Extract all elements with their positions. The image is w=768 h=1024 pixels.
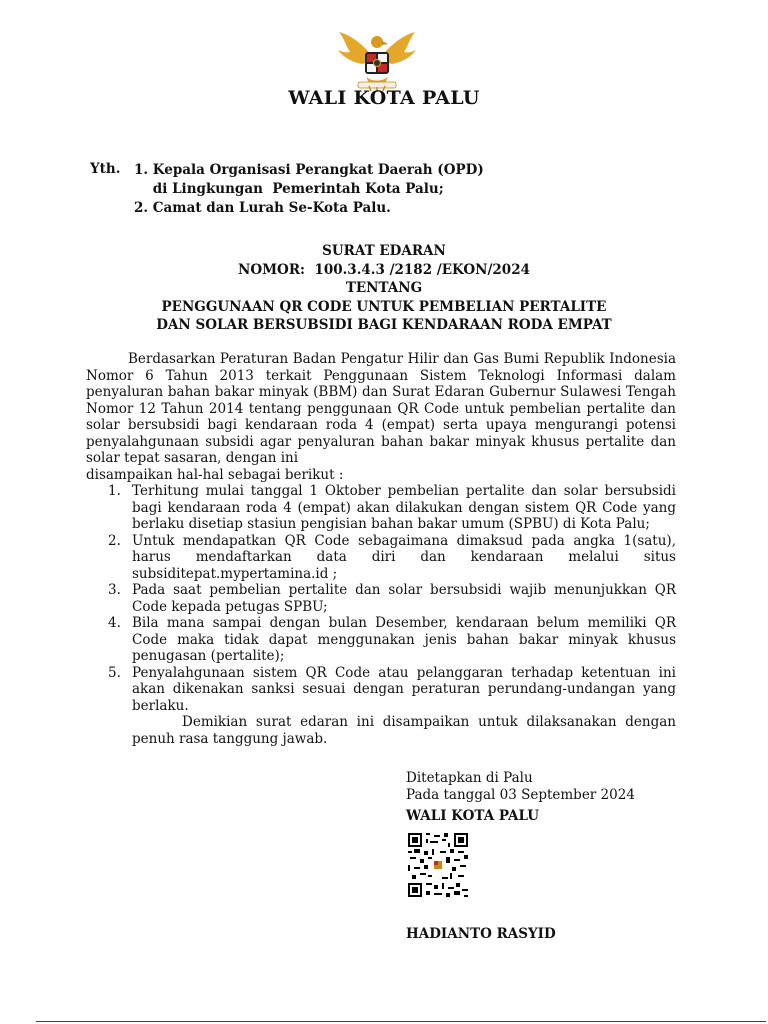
signing-date: Pada tanggal 03 September 2024 — [406, 787, 635, 803]
item-number: 3. — [108, 582, 121, 598]
recipient-label: Yth. — [90, 161, 121, 177]
recipient-line: di Lingkungan Pemerintah Kota Palu; — [134, 181, 444, 197]
signatory-name: HADIANTO RASYID — [406, 926, 556, 942]
recipient-line: 2. Camat dan Lurah Se-Kota Palu. — [134, 200, 391, 216]
item-text: Penyalahgunaan sistem QR Code atau pelanggaran terhadap ketentuan ini akan dikenakan sanksi sesuai dengan peraturan perundang-undangan yang berlaku. — [132, 664, 676, 714]
list-item — [86, 533, 676, 583]
signatory-title: WALI KOTA PALU — [406, 808, 540, 824]
list-item — [86, 483, 676, 533]
item-text: Untuk mendapatkan QR Code sebagaimana dimaksud pada angka 1(satu), harus mendaftarkan data diri dan kendaraan melalui situs subsiditepat.mypertamina.id ; — [132, 532, 676, 582]
document-type: SURAT EDARAN — [322, 243, 446, 259]
lead-in-text: disampaikan hal-hal sebagai berikut : — [86, 466, 344, 483]
instruction-list — [86, 483, 676, 714]
list-item — [86, 582, 676, 615]
subject-line: DAN SOLAR BERSUBSIDI BAGI KENDARAAN RODA EMPAT — [156, 317, 612, 333]
about-label: TENTANG — [345, 280, 423, 296]
letter-heading — [0, 242, 768, 335]
item-number: 4. — [108, 615, 121, 631]
signing-place: Ditetapkan di Palu — [406, 770, 533, 786]
letter-body — [86, 351, 676, 747]
page-divider — [36, 1021, 766, 1022]
garuda-emblem-icon — [336, 26, 418, 92]
closing-paragraph: Demikian surat edaran ini disampaikan untuk dilaksanakan dengan penuh rasa tanggung jawab. — [132, 714, 676, 747]
qr-code-icon — [408, 833, 468, 897]
intro-paragraph: Berdasarkan Peraturan Badan Pengatur Hilir dan Gas Bumi Republik Indonesia Nomor 6 Tahun 2013 terkait Penggunaan Sistem Teknologi Informasi dalam penyaluran bahan bakar minyak (BBM) dan Surat Edaran Gubernur Sulawesi Tengah Nomor 12 Tahun 2014 tentang penggunaan QR Code untuk pembelian pertalite dan solar bersubsidi bagi kendaraan roda 4 (empat) serta upaya mengurangi potensi penyalahgunaan subsidi agar penyaluran bahan bakar minyak khusus pertalite dan solar tepat sasaran, dengan ini — [86, 351, 676, 466]
item-number: 2. — [108, 532, 121, 549]
item-number: 1. — [108, 483, 121, 499]
item-text: Pada saat pembelian pertalite dan solar bersubsidi wajib menunjukkan QR Code kepada petugas SPBU; — [132, 582, 676, 615]
recipient-line: 1. Kepala Organisasi Perangkat Daerah (OPD) — [134, 162, 484, 178]
list-item — [86, 665, 676, 715]
item-text: Terhitung mulai tanggal 1 Oktober pembelian pertalite dan solar bersubsidi bagi kendaraan roda 4 (empat) akan dilakukan dengan sistem QR Code yang berlaku disetiap stasiun pengisian bahan bakar umum (SPBU) di Kota Palu; — [132, 483, 676, 532]
subject-line: PENGGUNAAN QR CODE UNTUK PEMBELIAN PERTALITE — [161, 298, 607, 315]
signature-block — [406, 770, 635, 804]
item-text: Bila mana sampai dengan bulan Desember, kendaraan belum memiliki QR Code maka tidak dapat menggunakan jenis bahan bakar minyak khusus penugasan (pertalite); — [132, 615, 676, 664]
recipient-list — [134, 161, 484, 218]
item-number: 5. — [108, 664, 121, 681]
document-number: NOMOR: 100.3.4.3 /2182 /EKON/2024 — [238, 261, 530, 278]
list-item — [86, 615, 676, 665]
office-title: WALI KOTA PALU — [288, 87, 480, 109]
